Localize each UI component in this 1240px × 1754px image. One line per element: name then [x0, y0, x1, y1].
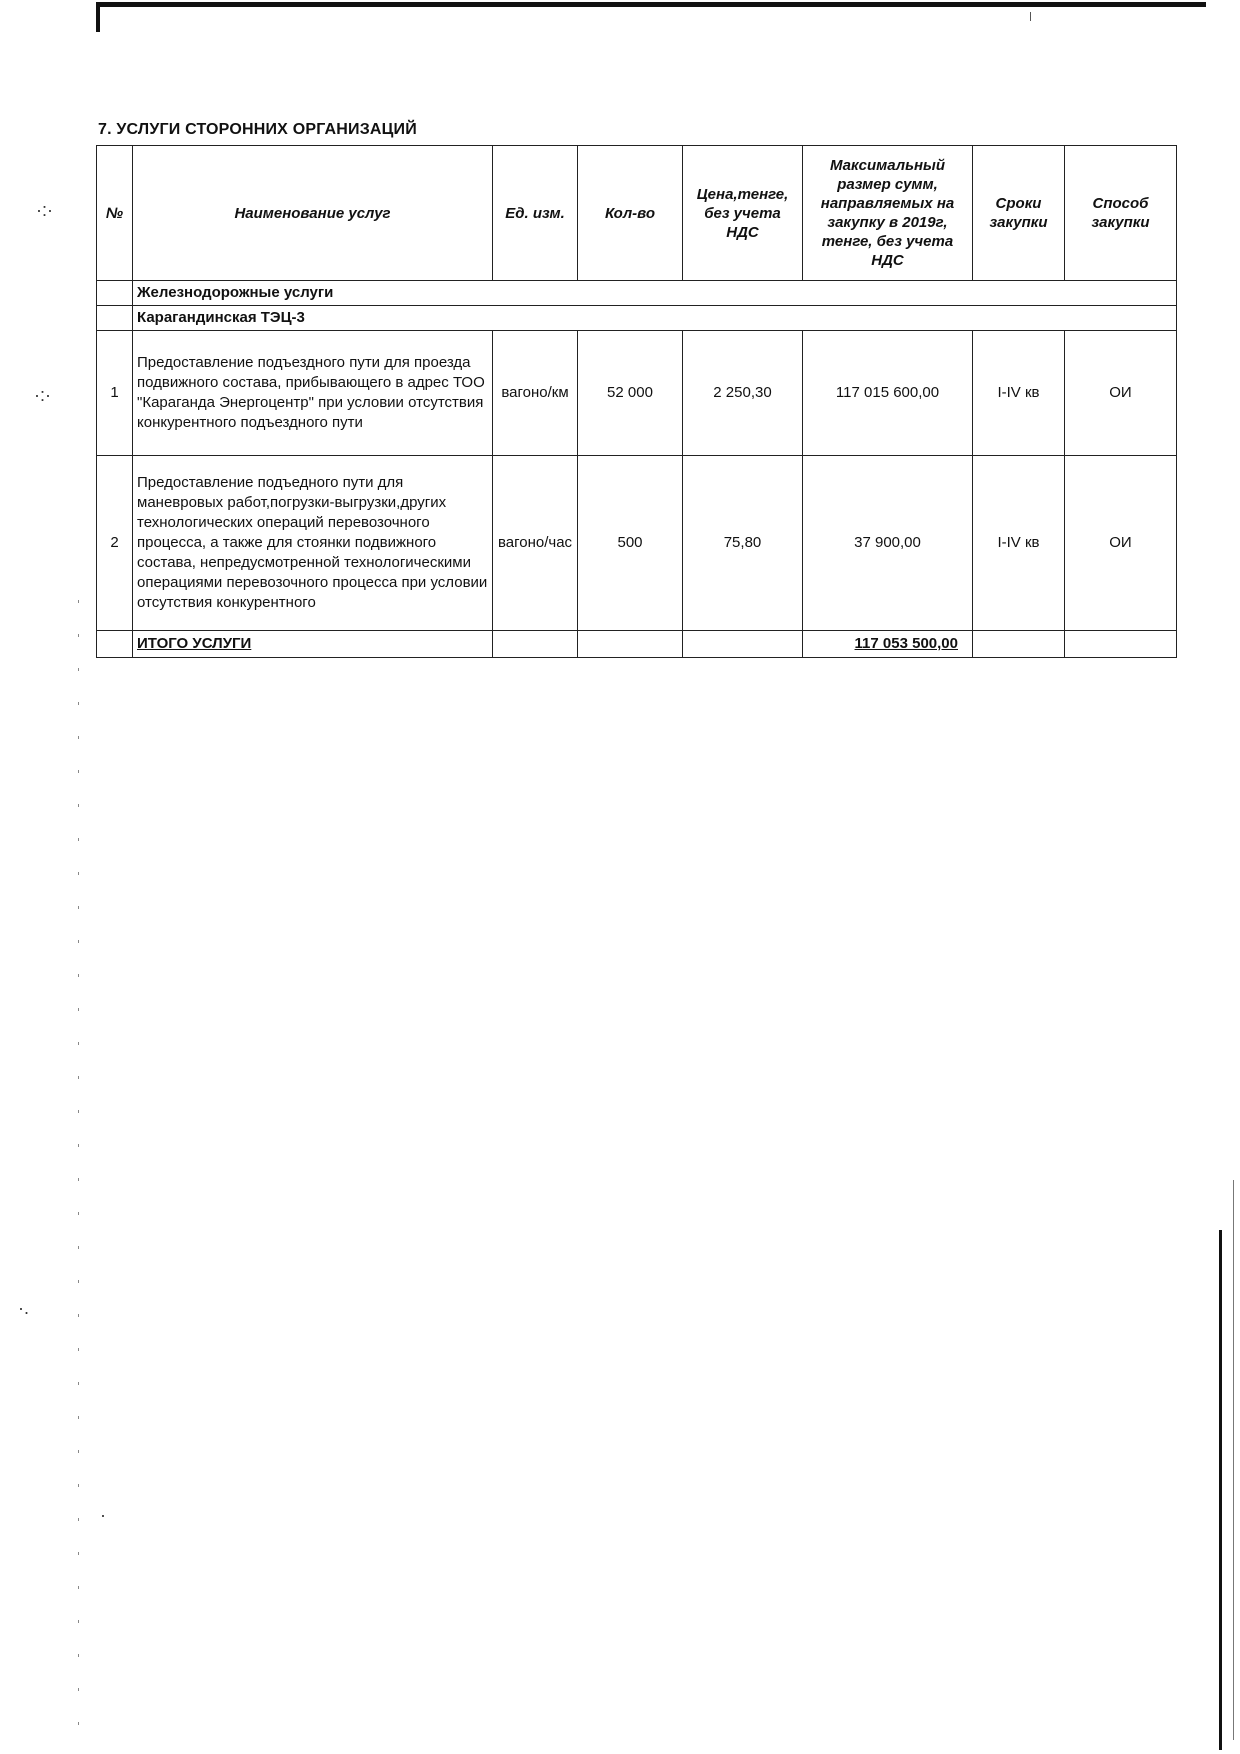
row-name: Предоставление подъездного пути для проезда подвижного состава, прибывающего в адрес ТОО "Караганда Энергоцентр" при условии отсутствия конкурентного подъездного пути — [133, 331, 493, 456]
row-terms: I-IV кв — [973, 456, 1065, 631]
table-row — [97, 456, 1177, 631]
table-row — [97, 331, 1177, 456]
scan-edge-top — [96, 2, 1206, 7]
row-qty: 52 000 — [578, 331, 683, 456]
col-header-price: Цена,тенге, без учета НДС — [683, 146, 803, 281]
col-header-method: Способ закупки — [1065, 146, 1177, 281]
row-num: 2 — [97, 456, 133, 631]
row-sum: 37 900,00 — [803, 456, 973, 631]
col-header-unit: Ед. изм. — [493, 146, 578, 281]
scan-edge-left-dots — [78, 600, 79, 1740]
row-name: Предоставление подъедного пути для маневровых работ,погрузки-выгрузки,других технологических операций перевозочного процесса, а также для стоянки подвижного состава, непредусмотренной технологическими операциями перевозочного процесса при условии отсутствия конкурентного — [133, 456, 493, 631]
row-num: 1 — [97, 331, 133, 456]
row-unit: вагоно/км — [493, 331, 578, 456]
row-method: ОИ — [1065, 456, 1177, 631]
section-title: 7. УСЛУГИ СТОРОННИХ ОРГАНИЗАЦИЙ — [98, 121, 417, 138]
row-qty: 500 — [578, 456, 683, 631]
scan-speck: · — [100, 1505, 106, 1525]
row-terms: I-IV кв — [973, 331, 1065, 456]
subgroup-label: Карагандинская ТЭЦ-3 — [133, 306, 1177, 331]
col-header-num: № — [97, 146, 133, 281]
subgroup-row — [97, 306, 1177, 331]
col-header-name: Наименование услуг — [133, 146, 493, 281]
scan-edge-right — [1219, 1230, 1222, 1750]
row-sum: 117 015 600,00 — [803, 331, 973, 456]
table-header-row — [97, 146, 1177, 281]
total-row — [97, 631, 1177, 658]
scan-mark — [1030, 12, 1031, 21]
scan-speck: ·. — [18, 1298, 29, 1318]
col-header-qty: Кол-во — [578, 146, 683, 281]
total-sum: 117 053 500,00 — [803, 631, 973, 658]
col-header-terms: Сроки закупки — [973, 146, 1065, 281]
services-table — [96, 145, 1177, 658]
group-label: Железнодорожные услуги — [133, 281, 1177, 306]
total-label: ИТОГО УСЛУГИ — [133, 631, 493, 658]
row-price: 2 250,30 — [683, 331, 803, 456]
row-method: ОИ — [1065, 331, 1177, 456]
group-row — [97, 281, 1177, 306]
col-header-max-sum: Максимальный размер сумм, направляемых на закупку в 2019г, тенге, без учета НДС — [803, 146, 973, 281]
scan-speck: ·:· — [34, 385, 51, 405]
scan-speck: ·:· — [36, 200, 53, 220]
scan-edge-right-faint — [1233, 1180, 1234, 1740]
row-price: 75,80 — [683, 456, 803, 631]
scan-edge-left — [96, 4, 100, 32]
row-unit: вагоно/час — [493, 456, 578, 631]
